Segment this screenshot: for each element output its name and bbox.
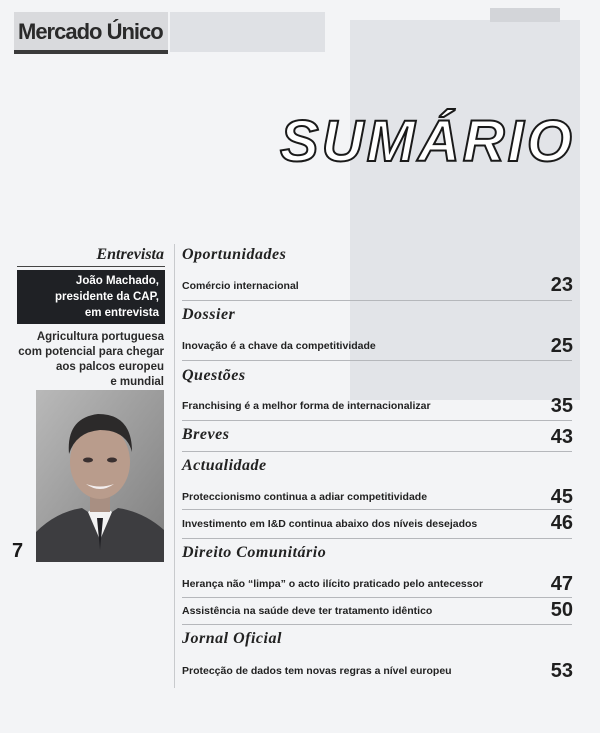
article-title[interactable]: Inovação é a chave da competitividade <box>182 340 376 352</box>
divider <box>182 538 572 539</box>
magazine-title-text: Mercado Único <box>18 19 163 44</box>
page-number: 53 <box>550 660 573 682</box>
page-number: 45 <box>550 486 573 508</box>
summary-line: e mundial <box>110 376 164 388</box>
summary-line: aos palcos europeu <box>55 361 164 373</box>
article-title[interactable]: Franchising é a melhor forma de internacionalizar <box>182 400 431 412</box>
divider <box>182 360 572 361</box>
section-title: Direito Comunitário <box>182 544 327 561</box>
divider <box>182 420 572 421</box>
divider <box>182 300 572 301</box>
section-title: Oportunidades <box>182 246 287 263</box>
sidebar-heading: Entrevista <box>96 246 164 263</box>
page-number: 23 <box>550 274 573 296</box>
portrait-illustration <box>36 390 164 562</box>
section-title: Actualidade <box>182 457 267 474</box>
page-number: 25 <box>550 335 573 357</box>
divider <box>182 451 572 452</box>
sidebar-rule <box>17 266 165 267</box>
divider <box>182 597 572 598</box>
page-number: 43 <box>550 426 573 448</box>
article-title[interactable]: Proteccionismo continua a adiar competitividade <box>182 491 428 503</box>
background-banner <box>170 12 325 52</box>
section-title: Jornal Oficial <box>182 630 282 647</box>
interview-summary <box>12 330 164 390</box>
highlight-line: em entrevista <box>84 307 159 319</box>
divider <box>182 509 572 510</box>
background-strip <box>490 8 560 22</box>
portrait-photo <box>36 390 164 562</box>
magazine-title <box>14 12 168 54</box>
interview-page-number: 7 <box>12 540 24 562</box>
page-title: SUMÁRIO <box>280 109 575 174</box>
summary-line: com potencial para chegar <box>18 346 164 358</box>
summary-line: Agricultura portuguesa <box>36 331 164 343</box>
divider <box>182 624 572 625</box>
page-number: 47 <box>550 573 573 595</box>
article-title[interactable]: Herança não “limpa” o acto ilícito praticado pelo antecessor <box>182 578 484 590</box>
section-title: Breves <box>182 426 230 443</box>
highlight-line: João Machado, <box>75 275 159 287</box>
article-title[interactable]: Protecção de dados tem novas regras a nível europeu <box>182 665 452 677</box>
column-divider <box>174 244 175 688</box>
article-title[interactable]: Comércio internacional <box>182 280 299 292</box>
section-title: Dossier <box>182 306 236 323</box>
article-title[interactable]: Investimento em I&D continua abaixo dos níveis desejados <box>182 518 478 530</box>
section-title: Questões <box>182 367 246 384</box>
page-number: 35 <box>550 395 573 417</box>
interview-highlight <box>17 270 165 324</box>
page-number: 46 <box>550 512 573 534</box>
article-title[interactable]: Assistência na saúde deve ter tratamento idêntico <box>182 605 433 617</box>
highlight-line: presidente da CAP, <box>55 291 159 303</box>
page-number: 50 <box>550 599 573 621</box>
